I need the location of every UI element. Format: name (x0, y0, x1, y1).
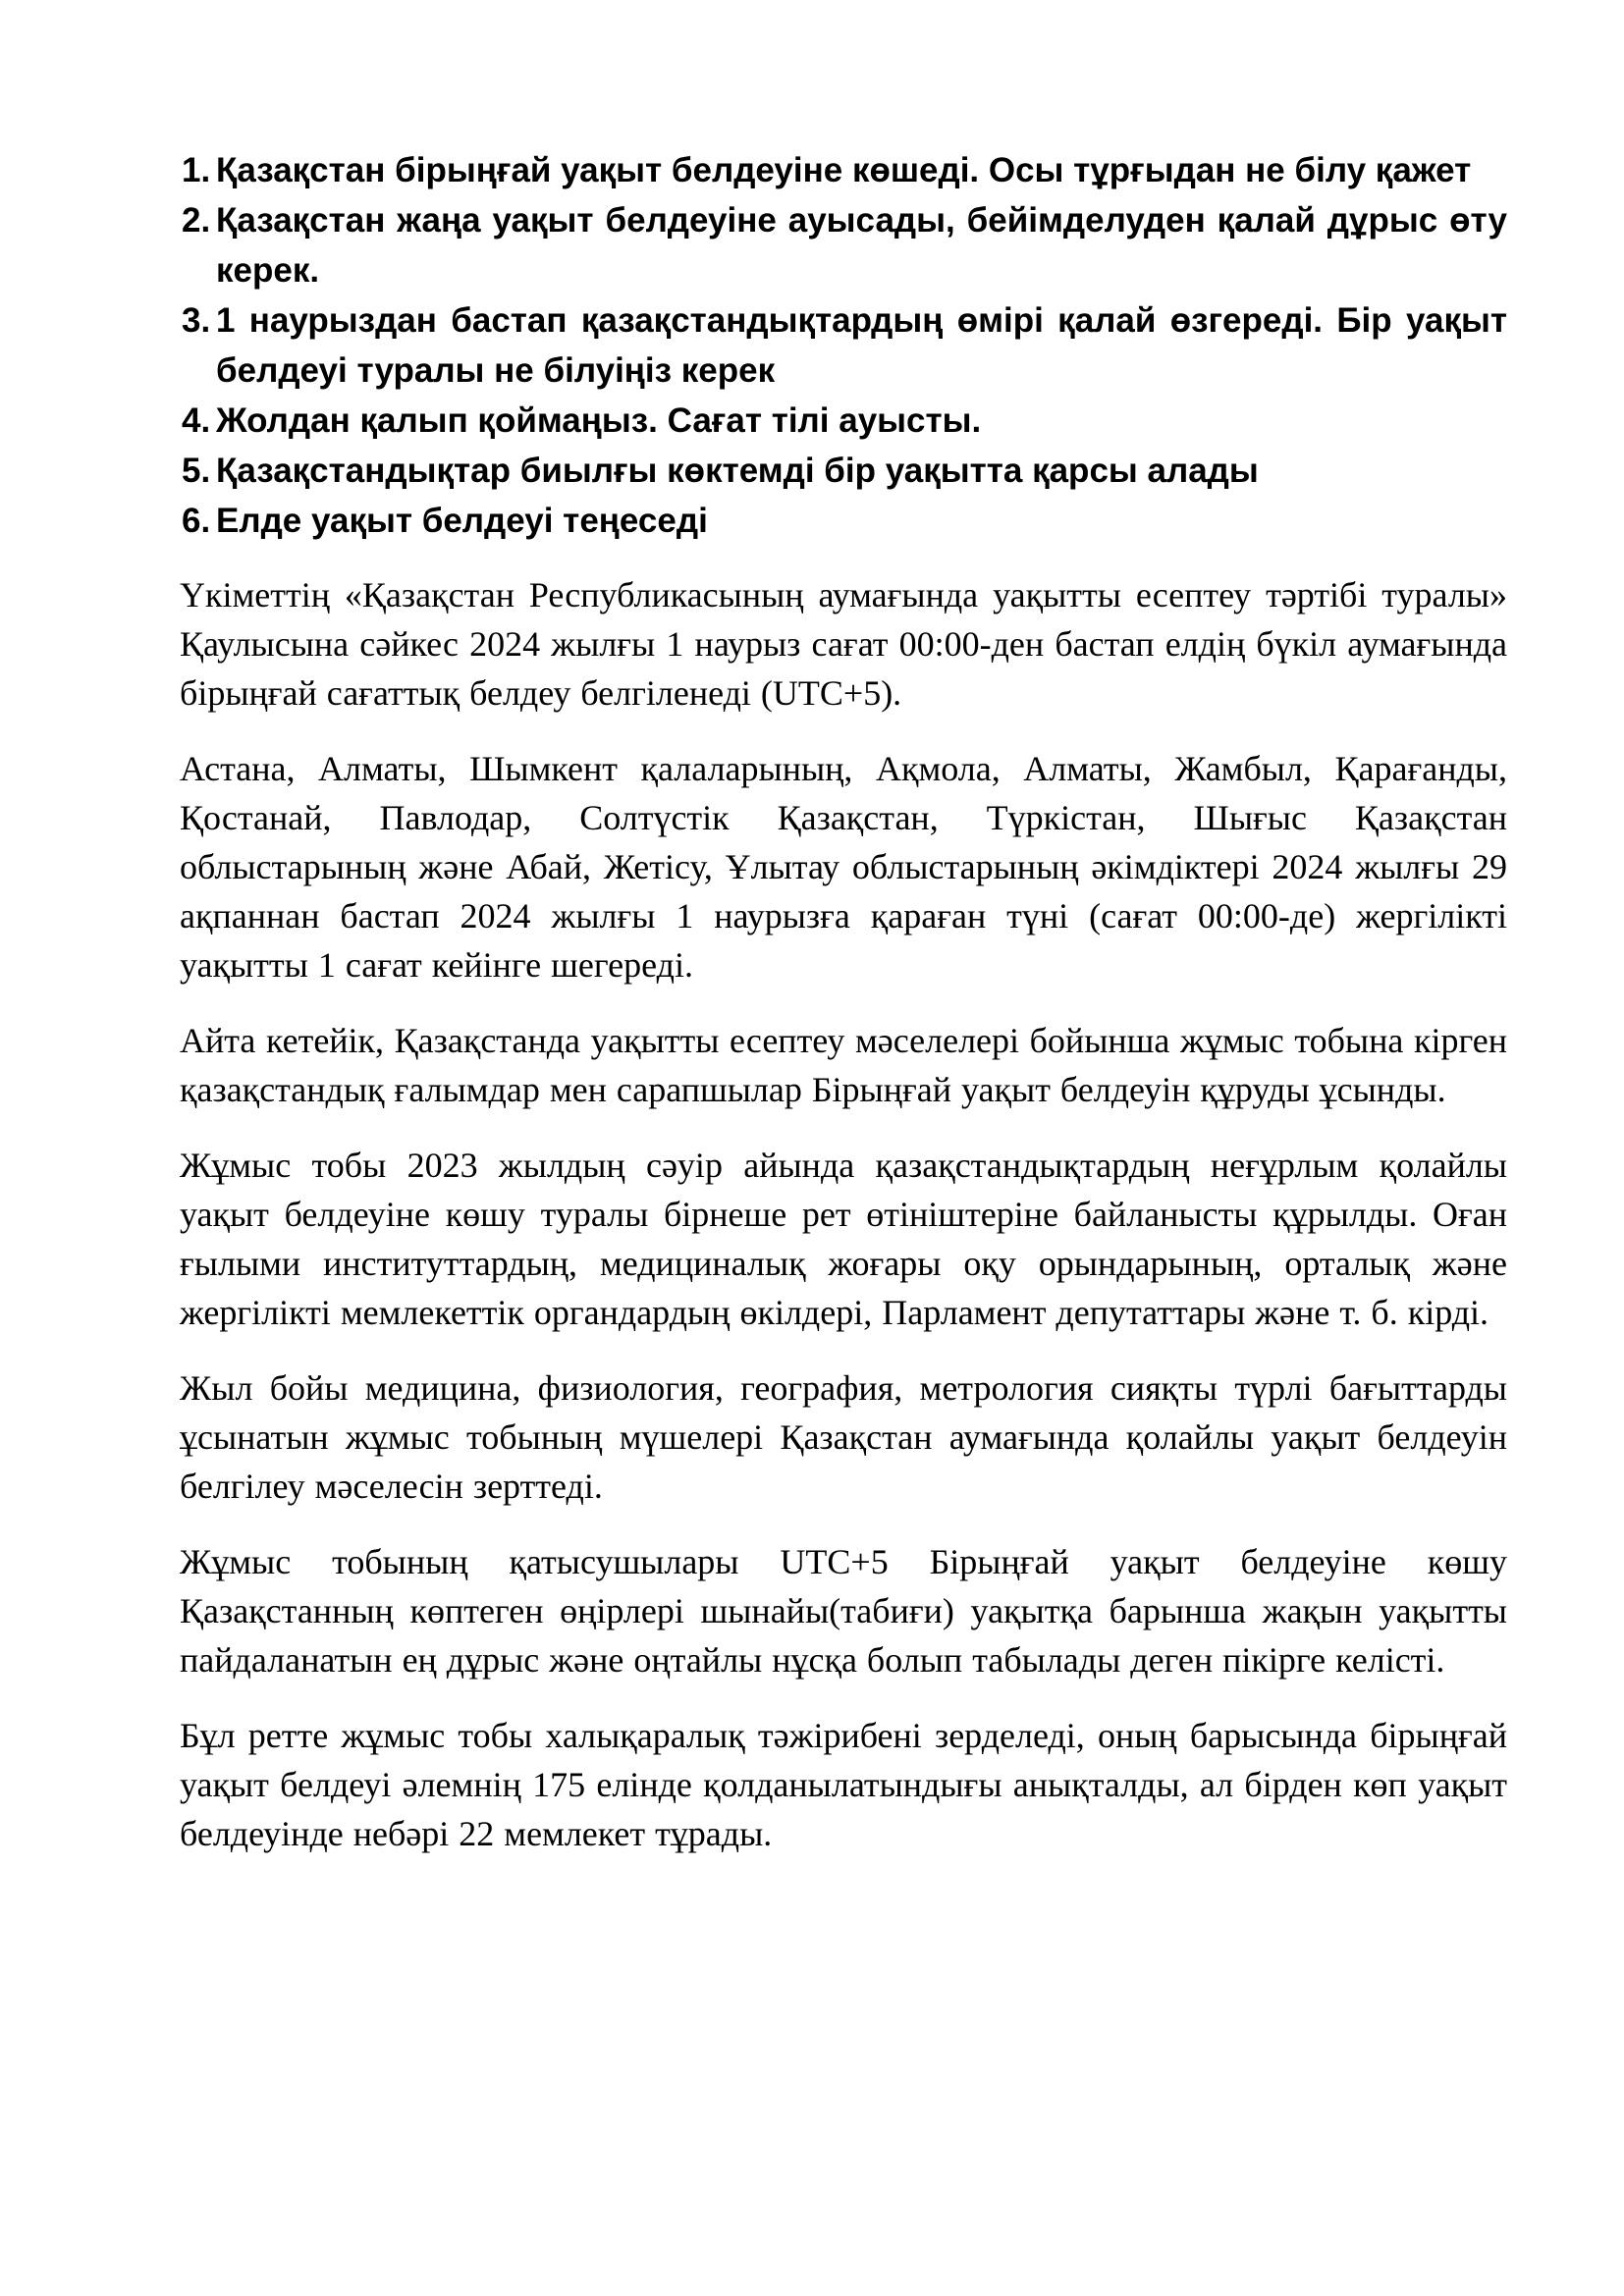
list-item (180, 446, 1507, 496)
list-item-number: 3. (182, 301, 211, 340)
list-item (180, 396, 1507, 446)
list-item-number: 1. (182, 151, 211, 189)
paragraph: Астана, Алматы, Шымкент қалаларының, Ақмола, Алматы, Жамбыл, Қарағанды, Қостанай, Павлодар, Солтүстік Қазақстан, Түркістан, Шығыс Қазақстан облыстарының және Абай, Жетісу, Ұлытау облыстарының әкімдіктері 2024 жылғы 29 ақпаннан бастап 2024 жылғы 1 наурызға қараған түні (сағат 00:00-де) жергілікті уақытты 1 сағат кейінге шегереді. (180, 749, 1507, 985)
paragraph: Жыл бойы медицина, физиология, география, метрология сияқты түрлі бағыттарды ұсынатын жұмыс тобының мүшелері Қазақстан аумағында қолайлы уақыт белдеуін белгілеу мәселесін зерттеді. (180, 1368, 1507, 1506)
headline-list (180, 145, 1507, 546)
list-item-number: 5. (182, 452, 211, 490)
list-item-number: 6. (182, 502, 211, 540)
list-item (180, 295, 1507, 396)
paragraph: Жұмыс тобының қатысушылары UTC+5 Бірыңғай уақыт белдеуіне көшу Қазақстанның көптеген өңірлері шынайы(табиғи) уақытқа барынша жақын уақытты пайдаланатын ең дұрыс және оңтайлы нұсқа болып табылады деген пікірге келісті. (180, 1542, 1507, 1680)
list-item (180, 195, 1507, 295)
list-item (180, 145, 1507, 195)
list-item-number: 4. (182, 401, 211, 440)
list-item-text: Қазақстан жаңа уақыт белдеуіне ауысады, бейімделуден қалай дұрыс өту керек. (216, 201, 1507, 290)
list-item-number: 2. (182, 201, 211, 240)
paragraph: Үкіметтің «Қазақстан Республикасының аумағында уақытты есептеу тәртібі туралы» Қаулысына сәйкес 2024 жылғы 1 наурыз сағат 00:00-ден бастап елдің бүкіл аумағында бірыңғай сағаттық белдеу белгіленеді (UTC+5). (180, 575, 1507, 713)
list-item (180, 496, 1507, 546)
list-item-text: Елде уақыт белдеуі теңеседі (216, 502, 708, 540)
paragraph: Жұмыс тобы 2023 жылдың сәуір айында қазақстандықтардың неғұрлым қолайлы уақыт белдеуіне көшу туралы бірнеше рет өтініштеріне байланысты құрылды. Оған ғылыми институттардың, медициналық жоғары оқу орындарының, орталық және жергілікті мемлекеттік органдардың өкілдері, Парламент депутаттары және т. б. кірді. (180, 1146, 1507, 1332)
paragraph: Бұл ретте жұмыс тобы халықаралық тәжірибені зерделеді, оның барысында бірыңғай уақыт белдеуі әлемнің 175 елінде қолданылатындығы анықталды, ал бірден көп уақыт белдеуінде небәрі 22 мемлекет тұрады. (180, 1716, 1507, 1853)
list-item-text: Қазақстан бірыңғай уақыт белдеуіне көшеді. Осы тұрғыдан не білу қажет (216, 151, 1472, 189)
list-item-text: Қазақстандықтар биылғы көктемді бір уақытта қарсы алады (216, 452, 1259, 490)
list-item-text: 1 наурыздан бастап қазақстандықтардың өмірі қалай өзгереді. Бір уақыт белдеуі туралы не білуіңіз керек (216, 301, 1507, 390)
article-body (180, 570, 1507, 1858)
paragraph: Айта кетейік, Қазақстанда уақытты есептеу мәселелері бойынша жұмыс тобына кірген қазақстандық ғалымдар мен сарапшылар Бірыңғай уақыт белдеуін құруды ұсынды. (180, 1021, 1507, 1109)
list-item-text: Жолдан қалып қоймаңыз. Сағат тілі ауысты. (216, 401, 982, 440)
